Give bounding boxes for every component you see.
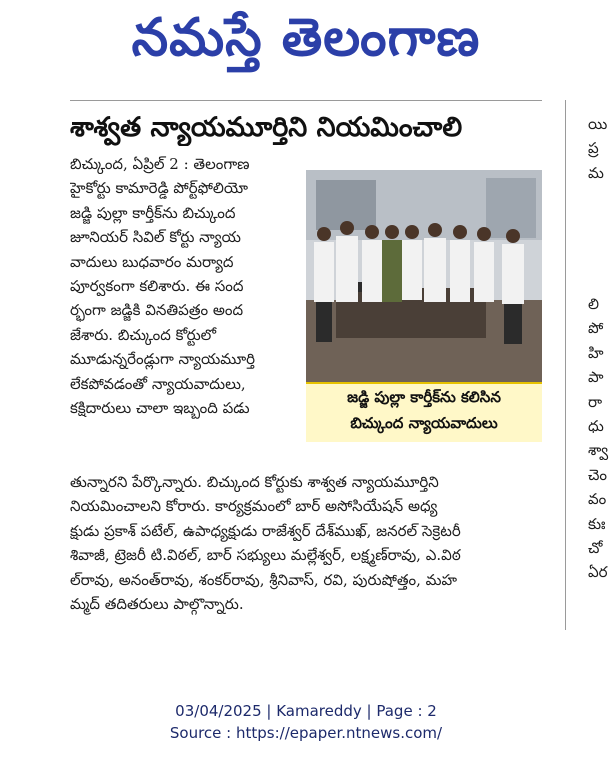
column-divider [565,100,566,630]
article-headline: శాశ్వత న్యాయమూర్తిని నియమించాలి [70,112,463,143]
courtroom-photo-illustration [306,170,542,382]
side-line: రా [588,392,603,411]
side-line: హి [588,343,604,362]
body-line: జూనియర్ సివిల్ కోర్టు న్యాయ [70,228,241,247]
body-line: జడ్జి పుల్లా కార్తీక్‌ను బిచ్కుంద [70,203,236,222]
masthead-title: నమస్తే తెలంగాణ [131,8,481,68]
body-line: నియమించాలని కోరారు. కార్యక్రమంలో బార్ అసోసియేషన్ అధ్య [70,497,438,516]
body-line: ర్భంగా జడ్జికి వినతిపత్రం అంద [70,301,244,320]
side-line: పో [588,319,604,338]
body-line: లేకపోవడంతో న్యాయవాదులు, [70,374,246,393]
side-line: ఏర [588,563,608,582]
side-line: ధు [588,417,604,436]
body-line: హైకోర్టు కామారెడ్డి పోర్ట్‌ఫోలియో [70,179,248,198]
side-line: చో [588,539,603,558]
article-body-wide [70,470,552,616]
body-line: మ్మద్ తదితరులు పాల్గొన్నారు. [70,594,244,613]
side-line: యి [588,115,608,133]
body-line: బిచ్కుంద, ఏప్రిల్ 2 : తెలంగాణ [70,155,250,173]
body-line: జేశారు. బిచ్కుంద కోర్టులో [70,325,217,344]
side-line: చెం [588,465,608,484]
page-footer [0,700,612,744]
article-body-narrow [70,152,302,420]
side-line: మ [588,163,604,182]
newspaper-masthead [0,0,612,80]
adjacent-article-bottom [588,292,612,585]
photo-caption [306,382,542,442]
article-photo [306,170,542,382]
body-line: కక్షిదారులు చాలా ఇబ్బంది పడు [70,398,250,417]
side-line: ప్ర [588,139,599,158]
side-line: లి [588,295,599,313]
body-line: వాదులు బుధవారం మర్యాద [70,252,234,271]
caption-line: జడ్జి పుల్లా కార్తీక్‌ను కలిసిన [347,388,501,406]
body-line: ల్‌రావు, అనంత్‌రావు, శంకర్‌రావు, శ్రీనివాస్, రవి, పురుషోత్తం, మహ [70,570,458,589]
adjacent-article-top [588,112,612,185]
body-line: పూర్వకంగా కలిశారు. ఈ సంద [70,276,244,295]
body-line: తున్నారని పేర్కొన్నారు. బిచ్కుంద కోర్టుకు శాశ్వత న్యాయమూర్తిని [70,473,439,491]
caption-line: బిచ్కుంద న్యాయవాదులు [350,414,498,432]
side-line: కుః [588,514,606,533]
footer-source-link[interactable]: Source : https://epaper.ntnews.com/ [169,724,443,742]
top-divider [70,100,542,101]
side-line: వం [588,490,607,509]
footer-date-edition: 03/04/2025 | Kamareddy | Page : 2 [175,702,437,720]
side-line: పా [588,368,604,387]
side-line: శ్వా [588,441,609,460]
body-line: మూడున్నరేండ్లుగా న్యాయమూర్తి [70,350,256,369]
body-line: క్షుడు ప్రకాశ్ పటేల్, ఉపాధ్యక్షుడు రాజేశ్వర్ దేశ్‌ముఖ్, జనరల్ సెక్రెటరీ [70,521,461,540]
body-line: శివాజీ, ట్రెజరీ టి.విఠల్, బార్ సభ్యులు మల్లేశ్వర్, లక్ష్మణ్‌రావు, ఎ.విఠ [70,546,461,565]
